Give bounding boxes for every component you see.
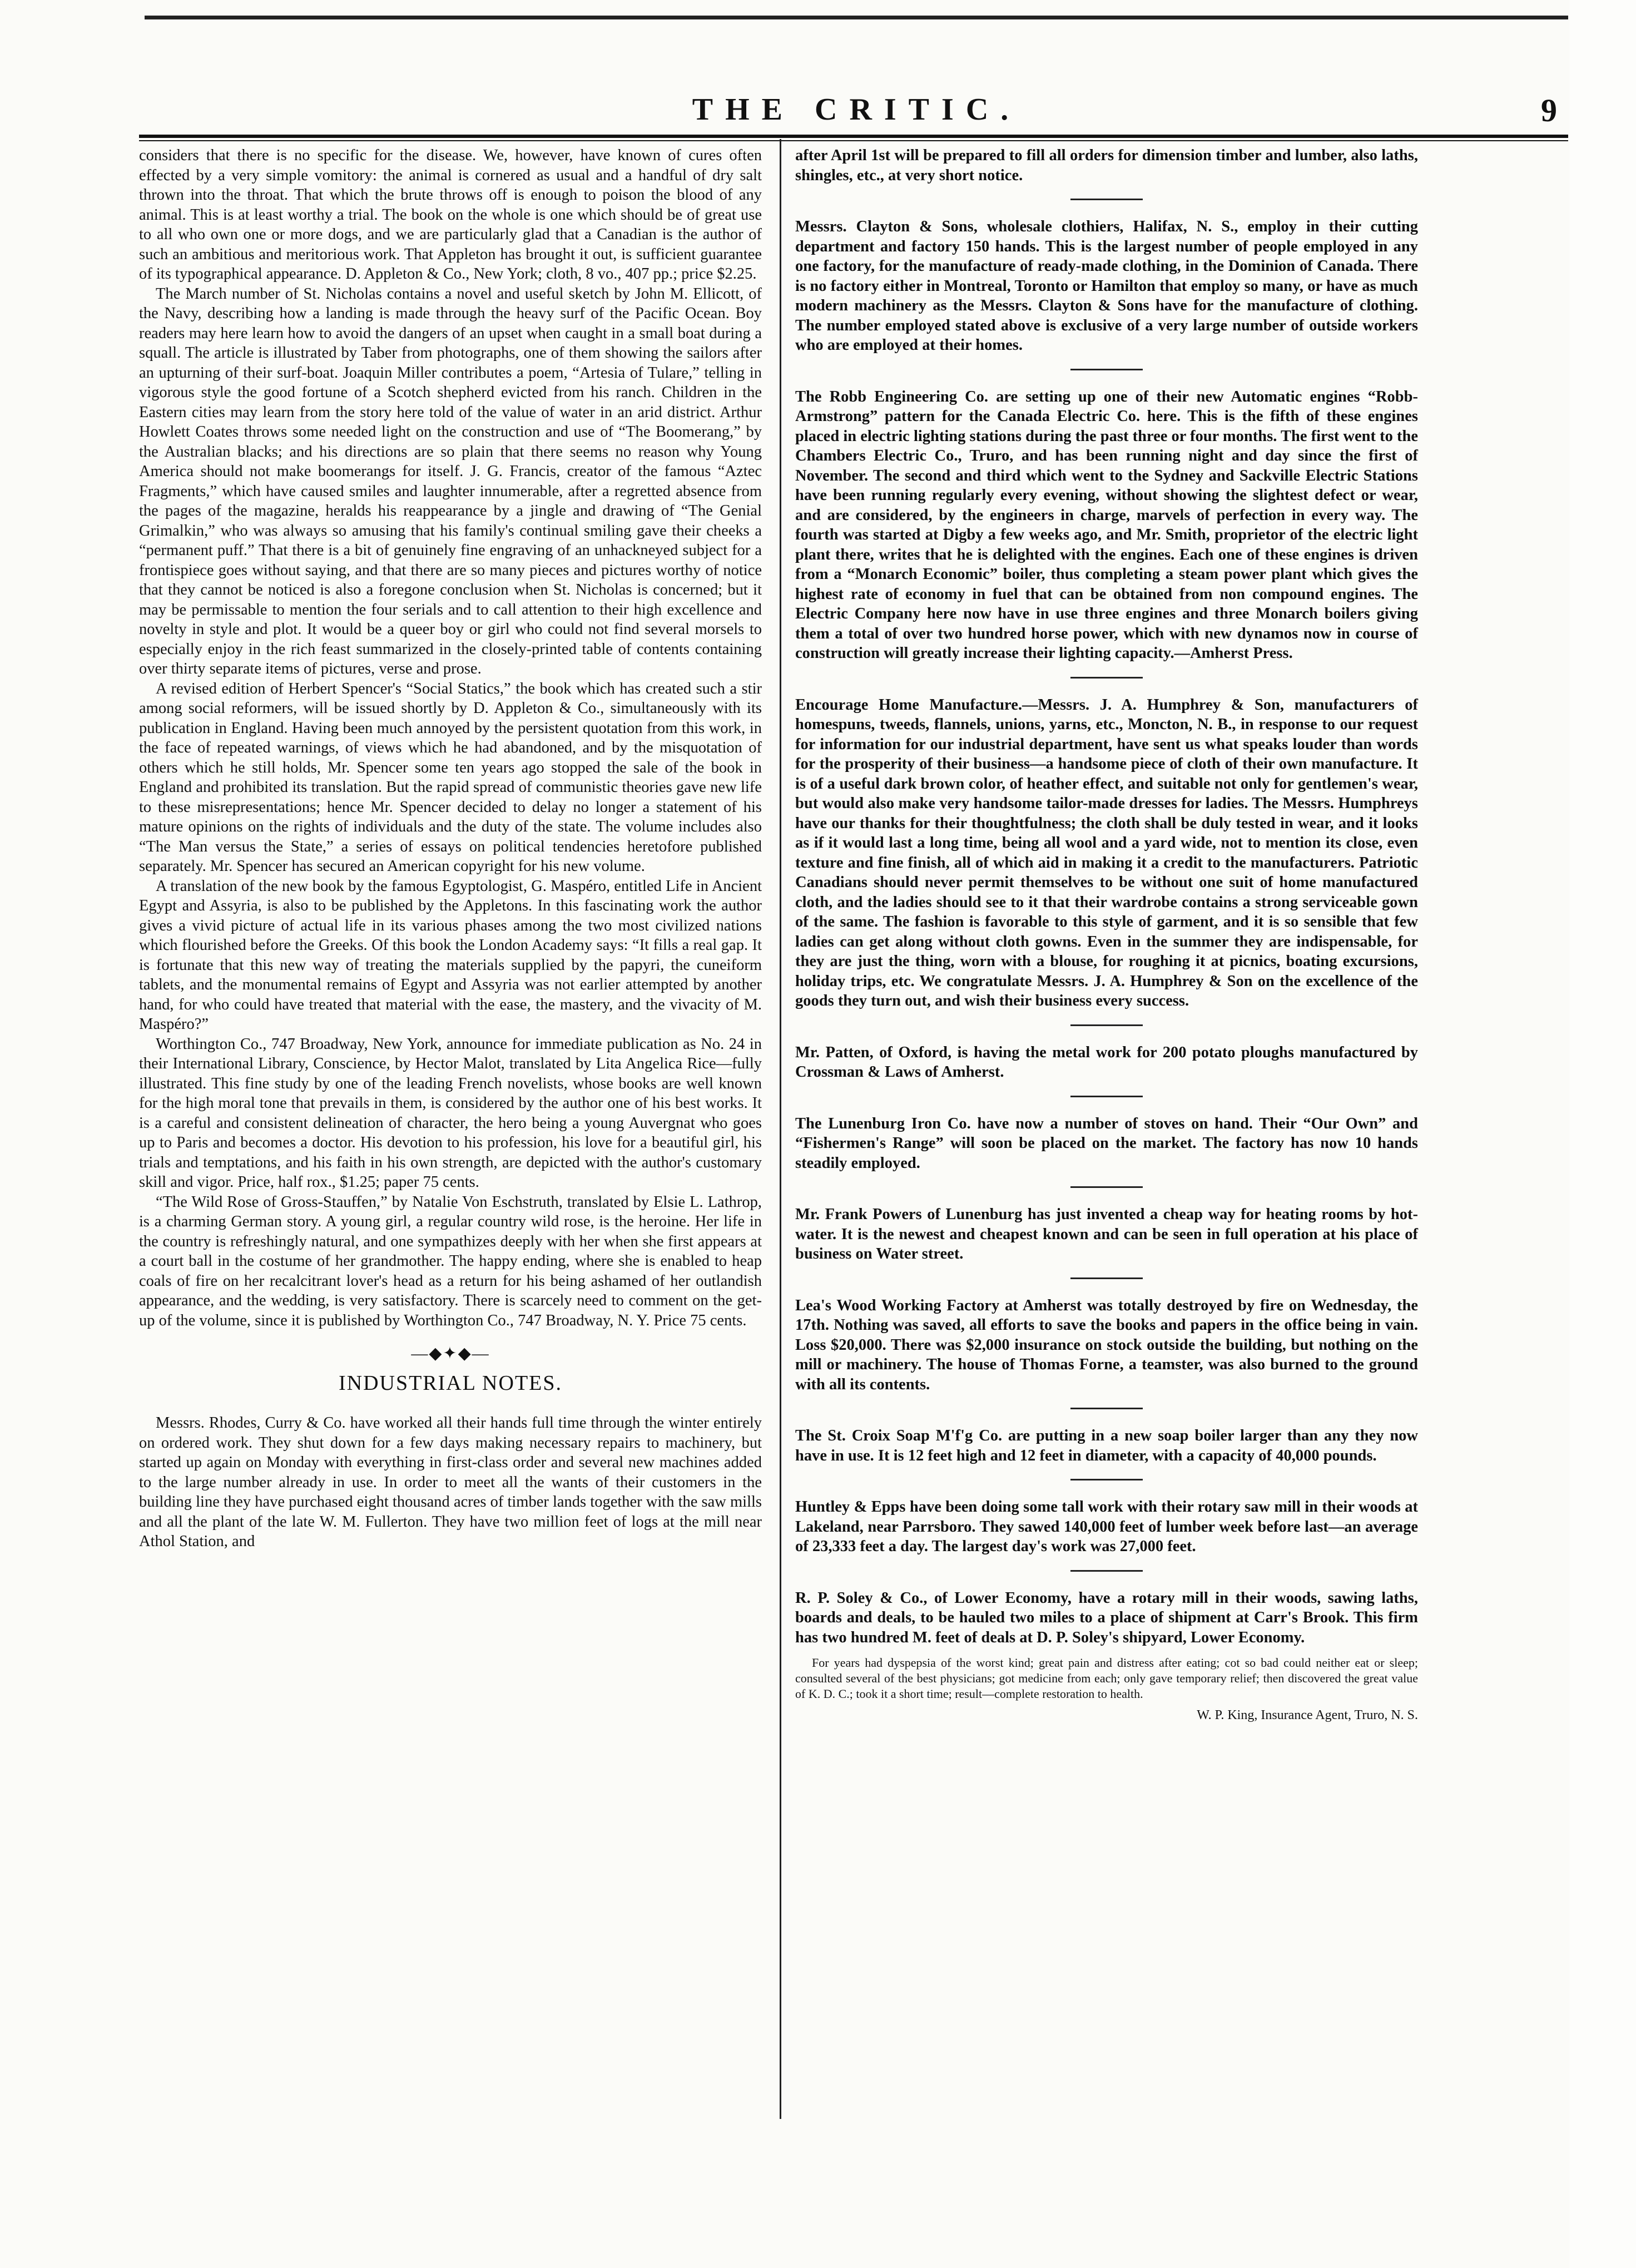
left-paragraph: “The Wild Rose of Gross-Stauffen,” by Natalie Von Eschstruth, translated by Elsie L. Lathrop, is a charming German story. A young girl, a regular country wild rose, is the heroine. Her life in the country is refreshingly natural, and one sympathizes deeply with her when she first appears at a court ball in the costume of her grandmother. The happy ending, where she is enabled to heap coals of fire on her recalcitrant lover's head as a return for his being ashamed of her outlandish appearance, and the wedding, is very satisfactory. There is scarcely need to comment on the get-up of the volume, since it is published by Worthington Co., 747 Broadway, N. Y. Price 75 cents.	[139, 1193, 762, 1329]
right-paragraph: Mr. Patten, of Oxford, is having the metal work for 200 potato ploughs manufactured by Crossman & Laws of Amherst.	[795, 1043, 1418, 1081]
header-rule-thin	[139, 140, 1568, 141]
right-paragraph: Mr. Frank Powers of Lunenburg has just invented a cheap way for heating rooms by hot-water. It is the newest and cheapest known and can be seen in full operation at his place of business on Water street.	[795, 1206, 1418, 1262]
separator-rule	[1070, 369, 1143, 370]
separator-rule	[1070, 1408, 1143, 1409]
left-paragraph: A translation of the new book by the famous Egyptologist, G. Maspéro, entitled Life in Ancient Egypt and Assyria, is also to be published by the Appletons. In this fascinating work the author gives a vivid picture of actual life in its various phases among the two most civilized nations which flourished before the Greeks. Of this book the London Academy says: “It fills a real gap. It is fortunate that this new way of treating the materials supplied by the papyri, the cuneiform tablets, and the monumental remains of Egypt and Assyria was not earlier attempted by another hand, for who could have treated that material with the ease, the mastery, and the vivacity of M. Maspéro?”	[139, 877, 762, 1033]
right-paragraph: The Lunenburg Iron Co. have now a number of stoves on hand. Their “Our Own” and “Fishermen's Range” will soon be placed on the market. The factory has now 10 hands steadily employed.	[795, 1115, 1418, 1172]
right-paragraph: Huntley & Epps have been doing some tall work with their rotary saw mill in their woods at Lakeland, near Parrsboro. They sawed 140,000 feet of lumber week before last—an average of 23,333 feet a day. The largest day's work was 27,000 feet.	[795, 1498, 1418, 1555]
top-border-rule	[145, 16, 1568, 19]
page-margin	[1569, 0, 1636, 2268]
left-paragraph-industrial: Messrs. Rhodes, Curry & Co. have worked all their hands full time through the winter entirely on ordered work. They shut down for a few days making necessary repairs to machinery, but started up again on Monday with everything in first-class order and several new machines added to the large number already in use. In order to meet all the wants of their customers in the building line they have purchased eight thousand acres of timber lands together with the saw mills and all the plant of the late W. M. Fullerton. They have two million feet of logs at the mill near Athol Station, and	[139, 1414, 762, 1550]
page-header	[145, 92, 1568, 131]
separator-rule	[1070, 1277, 1143, 1279]
separator-rule	[1070, 1186, 1143, 1188]
right-paragraph: R. P. Soley & Co., of Lower Economy, have a rotary mill in their woods, sawing laths, boards and deals, to be hauled two miles to a place of shipment at Carr's Brook. This firm has two hundred M. feet of deals at D. P. Soley's shipyard, Lower Economy.	[795, 1589, 1418, 1646]
right-paragraph: The St. Croix Soap M'f'g Co. are putting in a new soap boiler larger than any they now have in use. It is 12 feet high and 12 feet in diameter, with a capacity of 40,000 pounds.	[795, 1427, 1418, 1464]
separator-rule	[1070, 199, 1143, 200]
right-paragraph: after April 1st will be prepared to fill all orders for dimension timber and lumber, also laths, shingles, etc., at very short notice.	[795, 147, 1418, 184]
separator-rule	[1070, 677, 1143, 679]
left-paragraph: Worthington Co., 747 Broadway, New York, announce for immediate publication as No. 24 in their International Library, Conscience, by Hector Malot, translated by Lita Angelica Rice—fully illustrated. This fine study by one of the leading French novelists, whose books are well known for the high moral tone that prevails in them, is considered by the author one of his best works. It is a careful and consistent delineation of character, the hero being a young Auvergnat who goes up to Paris and becomes a doctor. His devotion to his profession, his love for a beautiful girl, his trials and temptations, and his faith in his own strength, are depicted with the author's customary skill and vigor. Price, half rox., $1.25; paper 75 cents.	[139, 1035, 762, 1191]
separator-rule	[1070, 1096, 1143, 1097]
right-paragraph: Lea's Wood Working Factory at Amherst was totally destroyed by fire on Wednesday, the 17th. Nothing was saved, all efforts to save the books and papers in the office being in vain. Loss $20,000. There was $2,000 insurance on stock outside the building, but nothing on the mill or machinery. The house of Thomas Forne, a teamster, was also burned to the ground with all its contents.	[795, 1296, 1418, 1393]
separator-rule	[1070, 1570, 1143, 1572]
section-ornament: —◆✦◆—	[411, 1344, 490, 1363]
separator-rule	[1070, 1479, 1143, 1480]
advertisement-signature: W. P. King, Insurance Agent, Truro, N. S.	[1197, 1708, 1418, 1722]
section-title-industrial-notes: INDUSTRIAL NOTES.	[338, 1371, 562, 1395]
left-paragraph: considers that there is no specific for the disease. We, however, have known of cures often effected by a very simple vomitory: the animal is cornered as usual and a handful of dry salt thrown into the throat. That which the brute throws off is enough to poison the blood of any animal. This is at least worthy a trial. The book on the whole is one which should be of great use to all who own one or more dogs, and we are particularly glad that a Canadian is the author of such an ambitious and meritorious work. That Appleton has brought it out, is sufficient guarantee of its typographical appearance. D. Appleton & Co., New York; cloth, 8 vo., 407 pp.; price $2.25.	[139, 147, 762, 283]
page-number: 9	[1541, 92, 1557, 128]
left-paragraph: The March number of St. Nicholas contains a novel and useful sketch by John M. Ellicott, of the Navy, describing how a landing is made through the heavy surf of the Pacific Ocean. Boy readers may here learn how to avoid the dangers of an upset when caught in a small boat during a squall. The article is illustrated by Taber from photographs, one of them showing the sailors after an upturning of their surf-boat. Joaquin Miller contributes a poem, “Artesia of Tulare,” telling in vigorous style the good fortune of a Scotch shepherd evicted from his ranch. Children in the Eastern cities may learn from the story here told of the value of water in an arid district. Arthur Howlett Coates throws some needed light on the construction and use of “The Boomerang,” by the Australian blacks; and his directions are so plain that there seems no reason why Young America should not make boomerangs for itself. J. G. Francis, creator of the famous “Aztec Fragments,” which have caused smiles and laughter innumerable, after a regretted absence from the pages of the magazine, heralds his reappearance by a jingle and drawing of “The Genial Grimalkin,” who was always so amusing that his family's continual smiling gave their cheeks a “permanent puff.” That there is a bit of genuinely fine engraving of an unhackneyed subject for a frontispiece goes without saying, and that there are so many pieces and pictures worthy of notice that they cannot be noticed is also a foregone conclusion when St. Nicholas is concerned; but it may be permissable to mention the four serials and to call attention to their high excellence and novelty in style and plot. It would be a queer boy or girl who could not find several morsels to especially enjoy in the rich feast summarized in the closely-printed table of contents containing over thirty separate items of pictures, verse and prose.	[139, 285, 762, 677]
separator-rule	[1070, 1024, 1143, 1026]
advertisement	[795, 1655, 1418, 1723]
advertisement-text: For years had dyspepsia of the worst kind; great pain and distress after eating; cot so bad could neither eat or sleep; consulted several of the best physicians; got medicine from each; only gave temporary relief; then discovered the great value of K. D. C.; took it a short time; result—complete restoration to health.	[795, 1656, 1418, 1701]
right-paragraph: Messrs. Clayton & Sons, wholesale clothiers, Halifax, N. S., employ in their cutting department and factory 150 hands. This is the largest number of people employed in any one factory, for the manufacture of ready-made clothing, in the Dominion of Canada. There is no factory either in Montreal, Toronto or Hamilton that employ so many, or have as much modern machinery as the Messrs. Clayton & Sons have for the manufacture of clothing. The number employed stated above is exclusive of a very large number of outside workers who are employed at their homes.	[795, 218, 1418, 354]
left-column	[139, 146, 762, 1552]
column-divider	[780, 139, 781, 2119]
right-paragraph: The Robb Engineering Co. are setting up one of their new Automatic engines “Robb-Armstrong” pattern for the Canada Electric Co. here. This is the fifth of these engines placed in electric lighting stations during the past three or four months. The first went to the Chambers Electric Co., Truro, and has been running night and day since the first of November. The second and third which went to the Sydney and Sackville Electric Stations have been running regularly every evening, without showing the slightest defect or wear, and are considered, by the engineers in charge, marvels of perfection in every way. The fourth was started at Digby a few weeks ago, and Mr. Smith, proprietor of the electric light plant there, writes that he is delighted with the engines. Each one of these engines is driven from a “Monarch Economic” boiler, thus completing a steam power plant which gives the highest rate of economy in fuel that can be obtained from non compound engines. The Electric Company here now have in use three engines and three Monarch boilers giving them a total of over two hundred horse power, which with new dynamos now in course of construction will greatly increase their lighting capacity.—Amherst Press.	[795, 388, 1418, 662]
left-paragraph: A revised edition of Herbert Spencer's “Social Statics,” the book which has created such a stir among social reformers, will be issued shortly by D. Appleton & Co., simultaneously with its publication in England. Having been much annoyed by the persistent quotation from this work, in the face of repeated warnings, of views which he had abandoned, and by the misquotation of others which he still holds, Mr. Spencer some ten years ago stopped the sale of the book in England and prohibited its translation. But the rapid spread of communistic theories gave new life to these misrepresentations; hence Mr. Spencer decided to delay no longer a statement of his mature opinions on the rights of individuals and the duty of the state. The volume includes also “The Man versus the State,” a series of essays on political tendencies heretofore published separately. Mr. Spencer has secured an American copyright for his new volume.	[139, 680, 762, 875]
masthead: THE CRITIC.	[692, 92, 1021, 127]
right-column	[795, 146, 1418, 1723]
right-paragraph: Encourage Home Manufacture.—Messrs. J. A. Humphrey & Son, manufacturers of homespuns, tweeds, flannels, unions, yarns, etc., Moncton, N. B., in response to our request for information for our industrial department, have sent us what speaks louder than words for the prosperity of their business—a handsome piece of cloth of their own manufacture. It is of a useful dark brown color, of heather effect, and suitable not only for gentlemen's wear, but would also make very handsome tailor-made dresses for ladies. The Messrs. Humphreys have our thanks for their thoughtfulness; the cloth shall be duly tested in wear, and it looks as if it would last a long time, being all wool and a yard wide, not to mention its close, even texture and fine finish, all of which aid in making it a credit to the manufacturers. Patriotic Canadians should never permit themselves to be without one suit of home manufactured cloth, and the ladies should see to it that their wardrobe contains a strong serviceable gown of the same. The fashion is favorable to this style of garment, and it is so sensible that few ladies can get along without cloth gowns. Even in the summer they are indispensable, for they are just the thing, worn with a blouse, for roughing it at picnics, boating excursions, holiday trips, etc. We congratulate Messrs. J. A. Humphrey & Son on the excellence of the goods they turn out, and wish their business every success.	[795, 696, 1418, 1009]
header-rule-thick	[139, 135, 1568, 138]
